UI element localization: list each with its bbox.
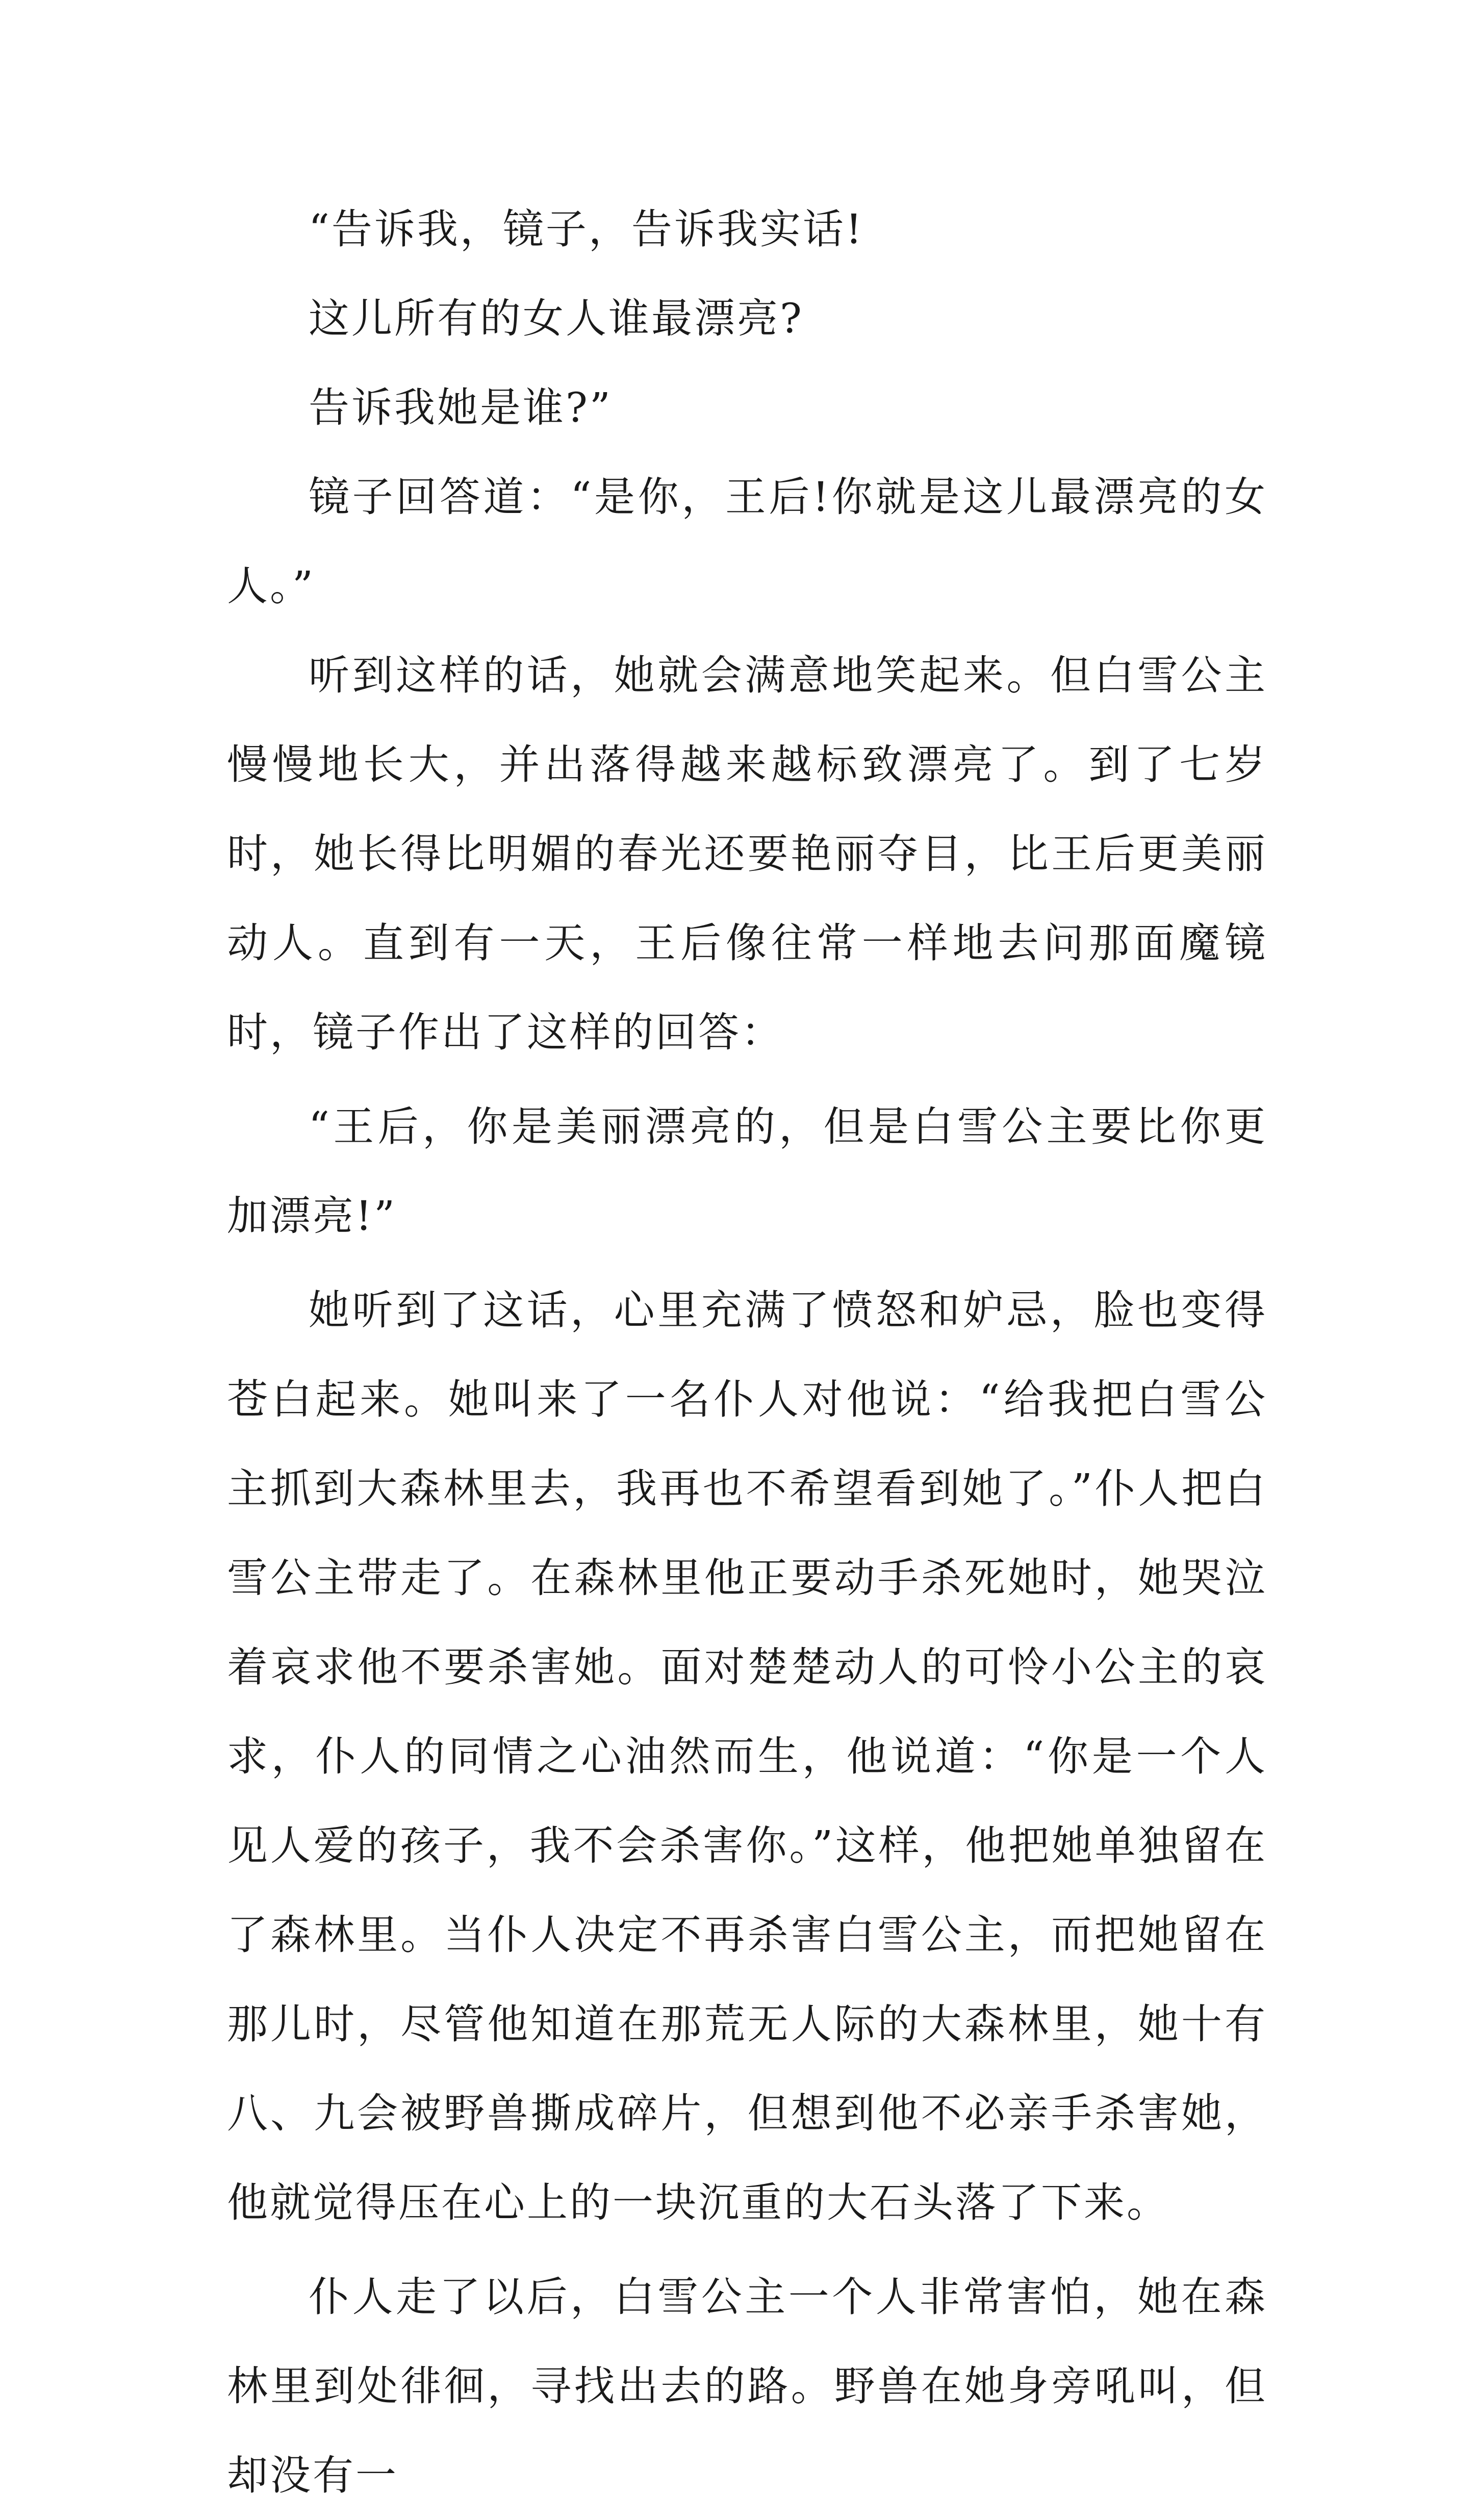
paragraph-servant-forest: 她听到了这话，心里充满了愤怒和妒忌，脸也变得苍白起来。她叫来了一名仆人对他说：“给我把白雪公主抓到大森林里去，我再也不希望看到她了。”仆人把白雪公主带走了。在森林里他正要动手杀死她时，她哭泣着哀求他不要杀害她。面对楚楚动人的可怜小公主的哀求，仆人的同情之心油然而生，他说道：“你是一个人见人爱的孩子，我不会杀害你。”这样，他把她单独留在了森林里。当仆人决定不再杀害白雪公主，而把她留在那儿时，尽管他知道在那荒无人际的大森林里，她十有八、九会被野兽撕成碎片，但想到他不必亲手杀害她，他就觉得压在心上的一块沉重的大石头落了下来。 (227, 1287, 1267, 2226)
paragraph-mirror-reply: “王后，你是美丽漂亮的，但是白雪公主要比你更加漂亮!” (227, 1103, 1267, 1240)
paragraph-snow-white-alone: 仆人走了以后，白雪公主一个人非常害怕，她在森林里到处徘徊，寻找出去的路。野兽在她身旁吼叫，但却没有一 (227, 2273, 1267, 2499)
body-text (227, 185, 1267, 2520)
paragraph-mirror-answer: 镜子回答道：“是你，王后!你就是这儿最漂亮的女人。” (227, 473, 1267, 610)
paragraph-mirror-question-2: 这儿所有的女人谁最漂亮? (309, 295, 804, 342)
paragraph-mirror-question-1: “告诉我，镜子，告诉我实话! (309, 205, 864, 253)
paragraph-snow-white-grows: 听到这样的话，她就会满意地笑起来。但白雪公主慢慢地长大，并出落得越来越标致漂亮了。到了七岁时，她长得比明媚的春光还要艳丽夺目，比王后更美丽动人。直到有一天，王后像往常一样地去问那面魔镜时，镜子作出了这样的回答： (227, 652, 1267, 1056)
paragraph-mirror-question-3: 告诉我她是谁?” (309, 384, 613, 431)
